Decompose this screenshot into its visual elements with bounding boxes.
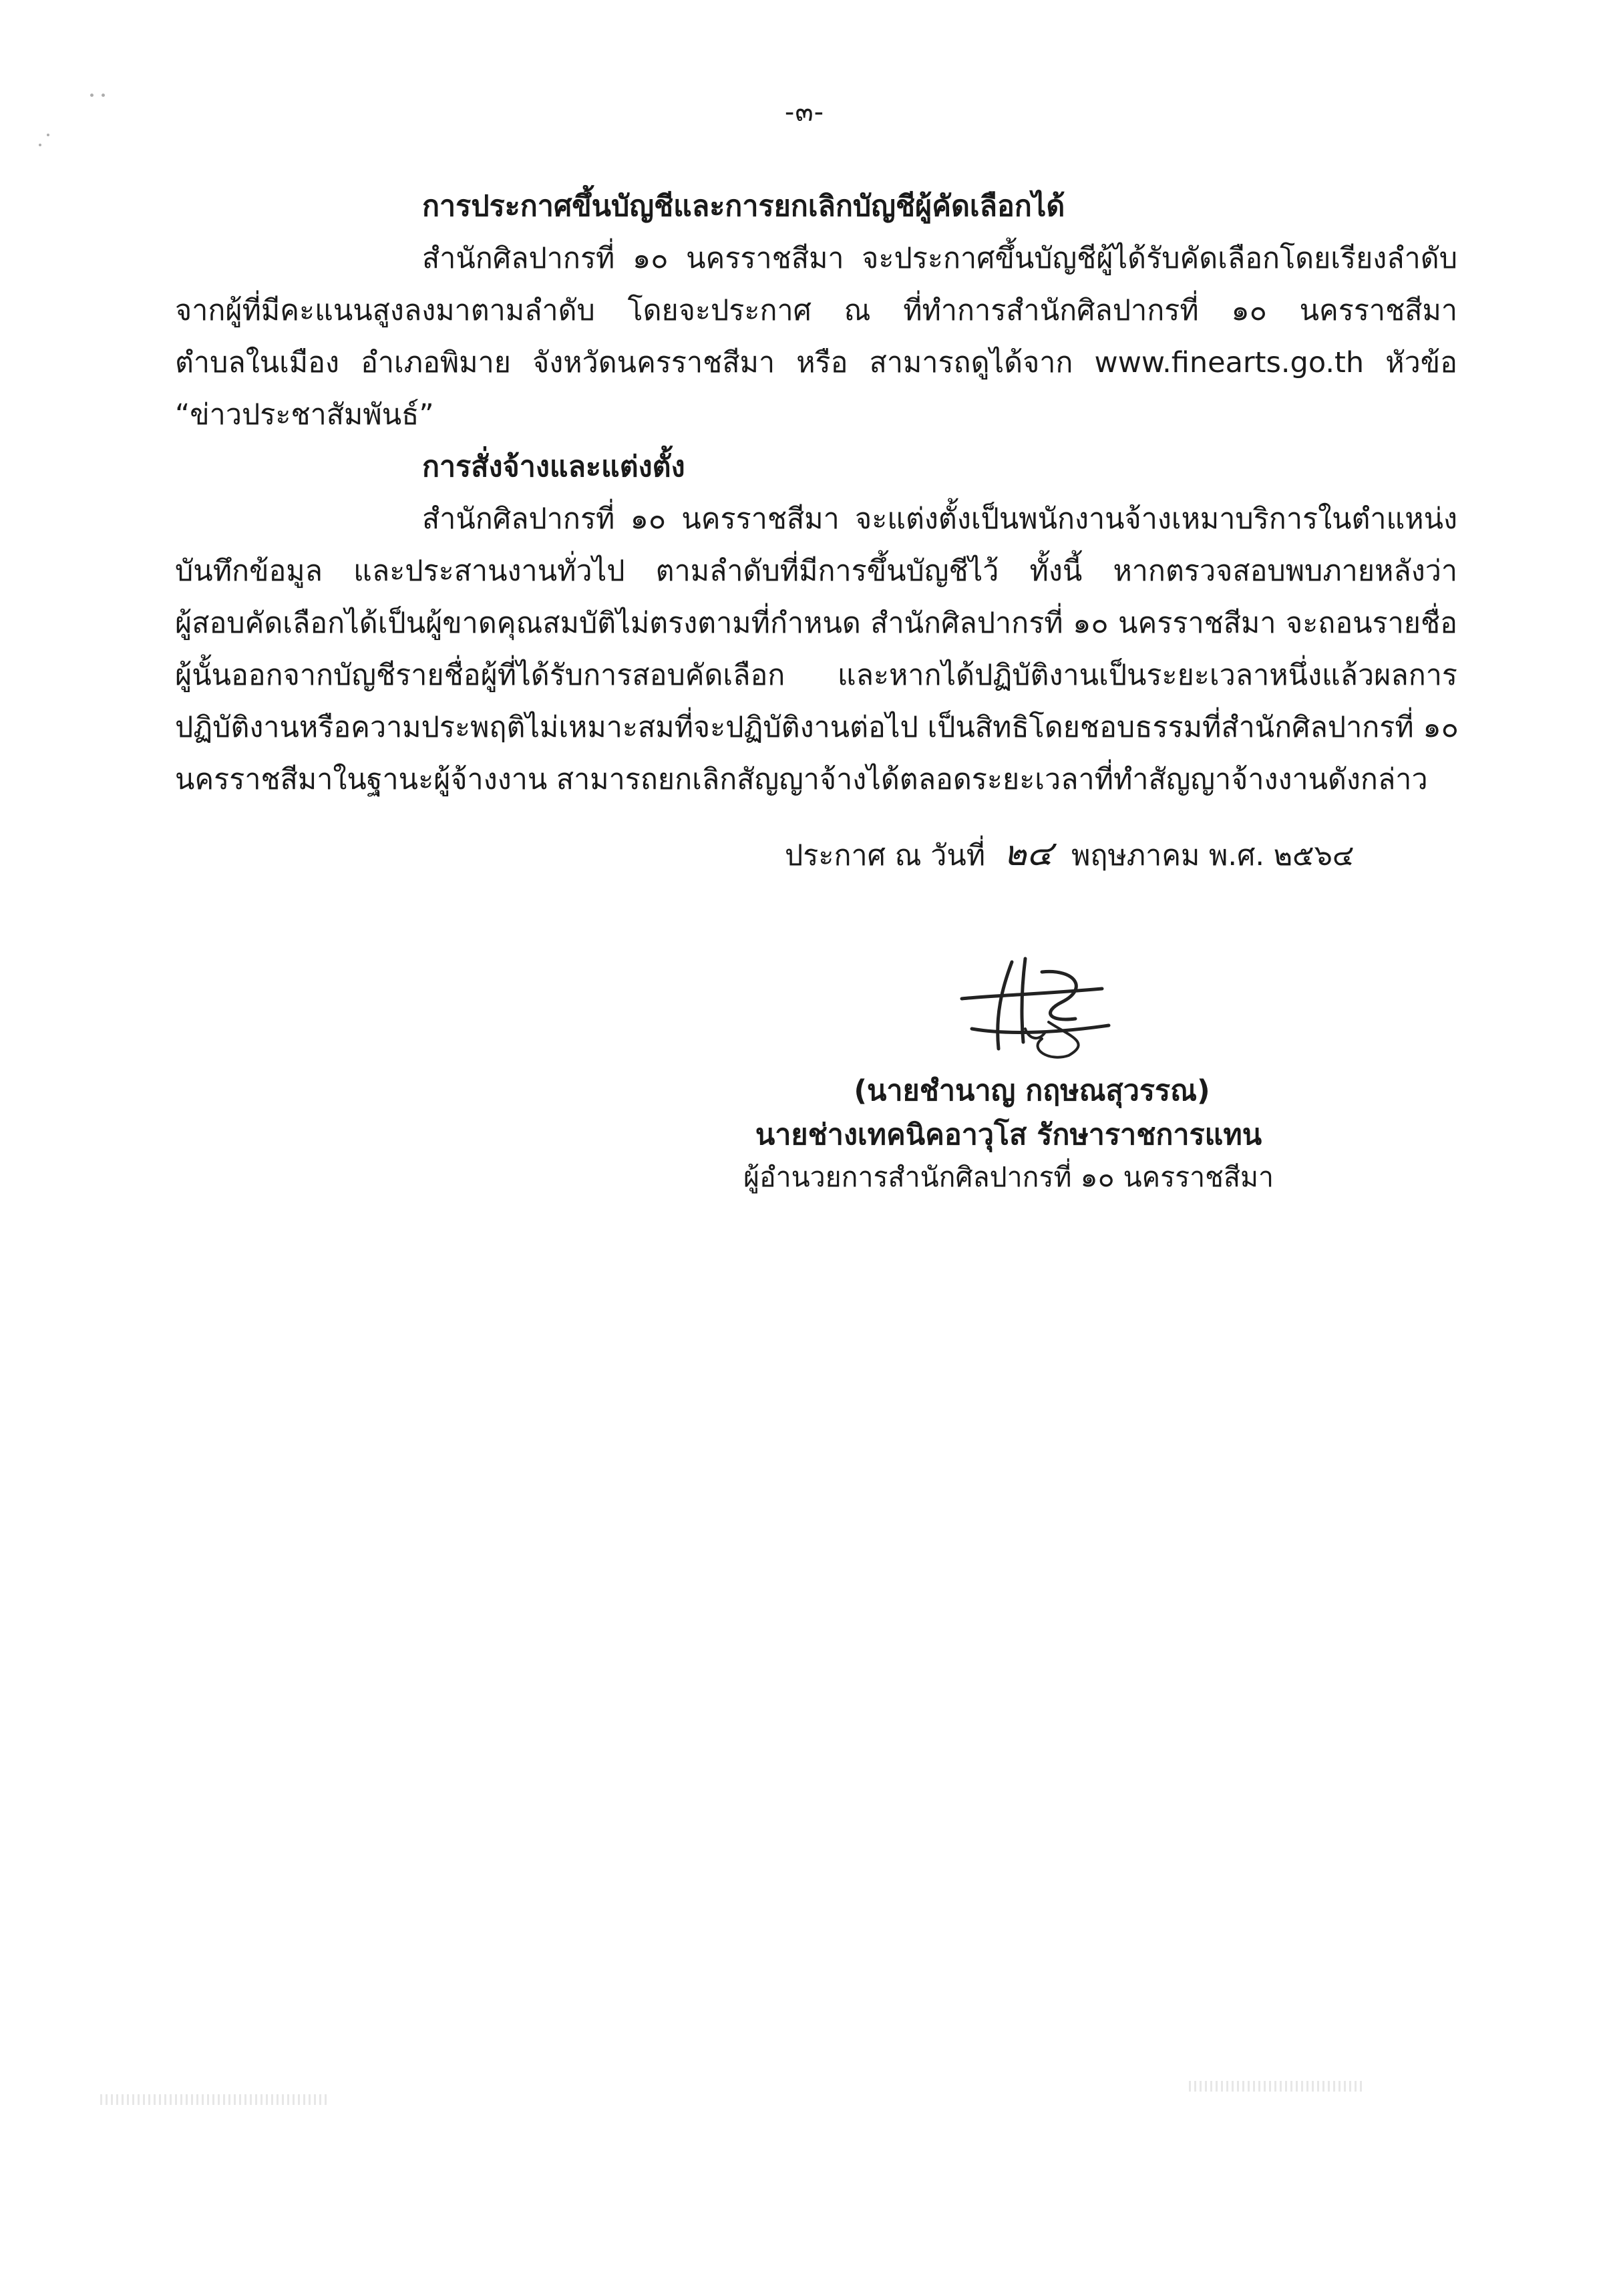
paragraph-line: นครราชสีมาในฐานะผู้จ้างงาน สามารถยกเลิกสัญญาจ้างได้ตลอดระยะเวลาที่ทำสัญญาจ้างงานดังกล่าว — [175, 763, 1428, 796]
paragraph-line: สำนักศิลปากรที่ ๑๐ นครราชสีมา จะประกาศขึ้นบัญชีผู้ได้รับคัดเลือกโดยเรียงลำดับ — [422, 242, 1457, 275]
scan-speck — [47, 134, 49, 136]
signer-office: ผู้อำนวยการสำนักศิลปากรที่ ๑๐ นครราชสีมา — [743, 1161, 1274, 1193]
page-number: -๓- — [784, 97, 825, 128]
paragraph-line: ผู้นั้นออกจากบัญชีรายชื่อผู้ที่ได้รับการสอบคัดเลือก และหากได้ปฏิบัติงานเป็นระยะเวลาหนึ่งแล้วผลการ — [175, 659, 1457, 692]
scan-noise — [100, 2094, 327, 2105]
signer-name: (นายชำนาญ กฤษณสุวรรณ) — [854, 1074, 1210, 1108]
announcement-date — [785, 825, 1354, 880]
announcement-date-prefix: ประกาศ ณ วันที่ — [785, 839, 986, 872]
scan-noise — [1189, 2081, 1363, 2092]
paragraph-line: ตำบลในเมือง อำเภอพิมาย จังหวัดนครราชสีมา หรือ สามารถดูได้จาก www.finearts.go.th หัวข้อ — [175, 346, 1457, 379]
paragraph-line: ปฏิบัติงานหรือความประพฤติไม่เหมาะสมที่จะปฏิบัติงานต่อไป เป็นสิทธิโดยชอบธรรมที่สำนักศิลปากรที่ ๑๐ — [175, 711, 1459, 744]
section-heading-appointment: การสั่งจ้างและแต่งตั้ง — [422, 450, 685, 484]
paragraph-line: บันทึกข้อมูล และประสานงานทั่วไป ตามลำดับที่มีการขึ้นบัญชีไว้ ทั้งนี้ หากตรวจสอบพบภายหลังว่า — [175, 554, 1457, 588]
paragraph-appointment — [175, 493, 1457, 806]
document-body — [175, 180, 1457, 806]
paragraph-line: ผู้สอบคัดเลือกได้เป็นผู้ขาดคุณสมบัติไม่ตรงตามที่กำหนด สำนักศิลปากรที่ ๑๐ นครราชสีมา จะถอนรายชื่อ — [175, 607, 1457, 640]
handwritten-signature — [948, 949, 1122, 1062]
announcement-day-handwritten: ๒๔ — [1003, 834, 1053, 874]
signer-block — [708, 1069, 1309, 1197]
announcement-month-year: พฤษภาคม พ.ศ. ๒๕๖๔ — [1071, 839, 1355, 872]
scan-speck — [39, 144, 41, 146]
signer-position: นายช่างเทคนิคอาวุโส รักษาราชการแทน — [755, 1118, 1262, 1152]
paragraph-line: “ข่าวประชาสัมพันธ์” — [175, 398, 434, 432]
section-heading-announcement: การประกาศขึ้นบัญชีและการยกเลิกบัญชีผู้คัดเลือกได้ — [422, 190, 1065, 223]
paragraph-line: สำนักศิลปากรที่ ๑๐ นครราชสีมา จะแต่งตั้งเป็นพนักงานจ้างเหมาบริการในตำแหน่ง — [422, 502, 1457, 536]
paragraph-announcement — [175, 232, 1457, 441]
paragraph-line: จากผู้ที่มีคะแนนสูงลงมาตามลำดับ โดยจะประกาศ ณ ที่ทำการสำนักศิลปากรที่ ๑๐ นครราชสีมา — [175, 294, 1457, 327]
